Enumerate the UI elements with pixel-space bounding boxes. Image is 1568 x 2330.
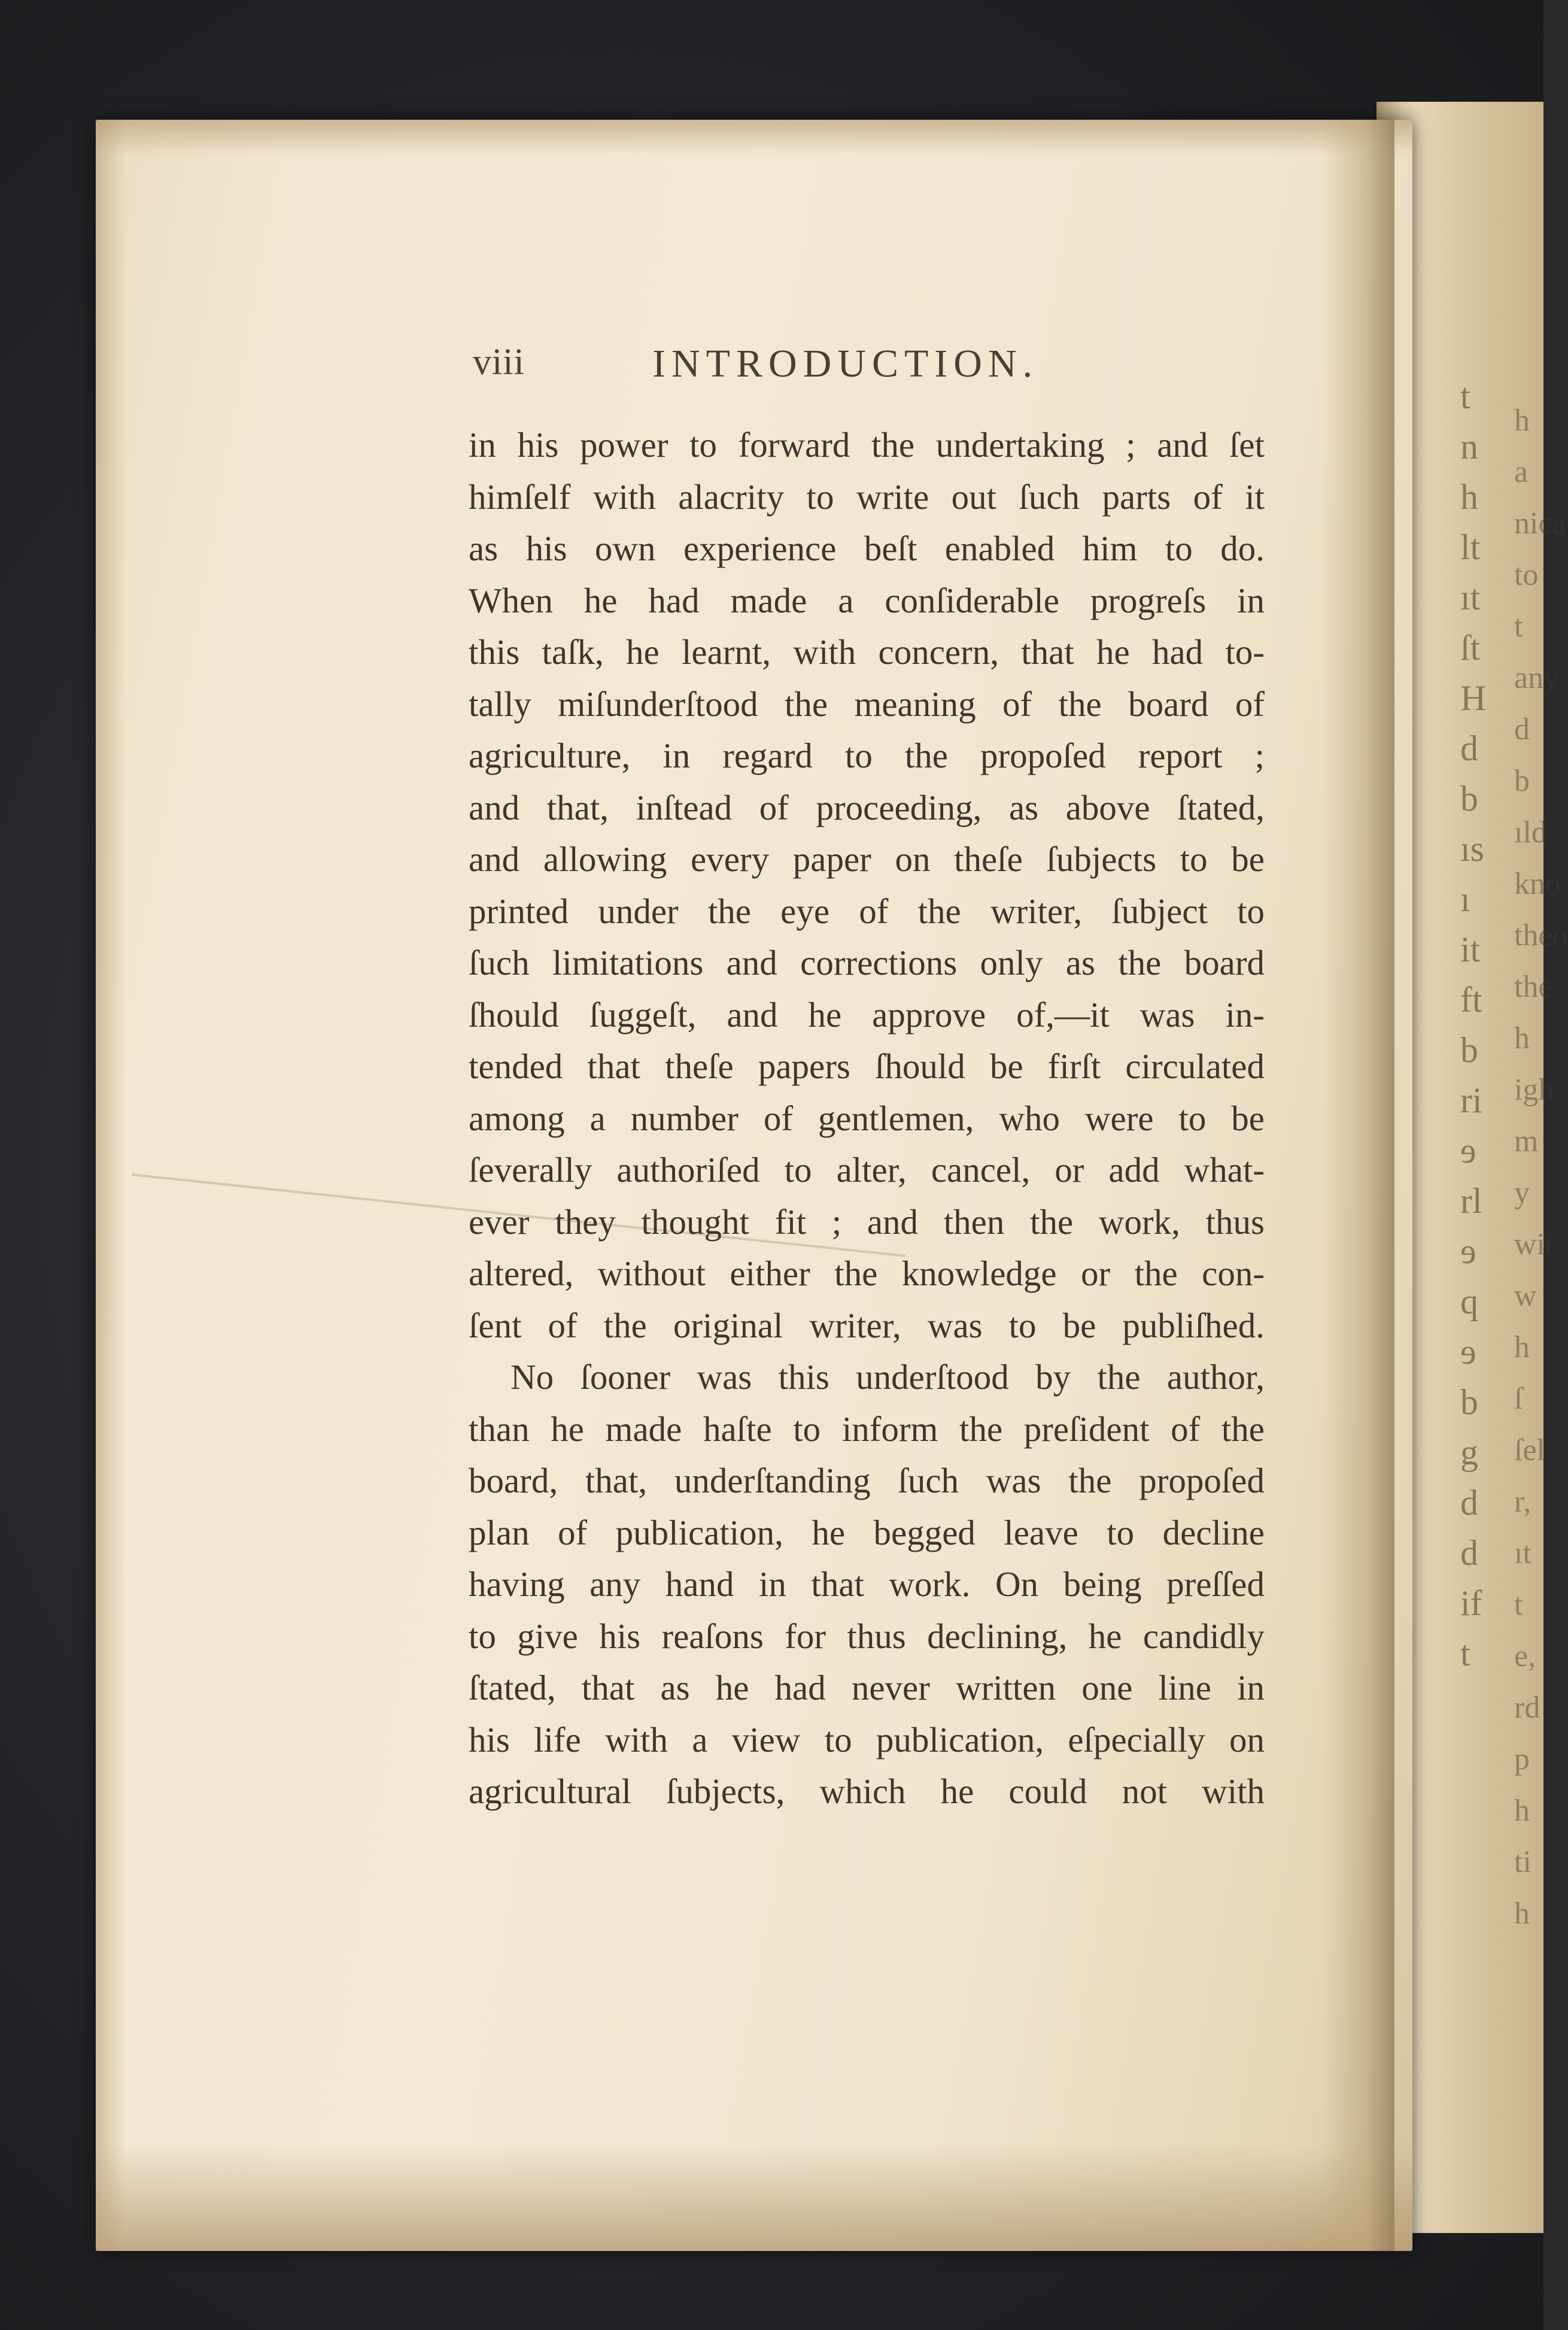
text-line: and allowing every paper on theſe ſubjects to be <box>469 839 1265 879</box>
adjacent-page-fragment: kno <box>1514 867 1561 901</box>
adjacent-page-fragment: d <box>1460 729 1478 768</box>
text-line: board, that, underſtanding ſuch was the propoſed <box>469 1461 1265 1500</box>
adjacent-page-fragment: ɘ <box>1460 1131 1476 1170</box>
text-line: ſent of the original writer, was to be publiſhed. <box>469 1305 1265 1345</box>
adjacent-page-fragment: ft <box>1460 980 1482 1020</box>
adjacent-page-fragment: p <box>1514 1742 1530 1776</box>
adjacent-page-fragment: b <box>1460 1382 1478 1422</box>
text-line: and that, inſtead of proceeding, as above ſtated, <box>469 787 1265 827</box>
adjacent-page-fragment: ı <box>1460 879 1470 919</box>
adjacent-page-fragments-b <box>1514 395 1568 1931</box>
page-edge-left <box>96 120 126 2251</box>
adjacent-page-fragment: e, <box>1514 1639 1536 1673</box>
adjacent-page-fragment: ıt <box>1514 1536 1531 1570</box>
text-line: among a number of gentlemen, who were to be <box>469 1098 1265 1138</box>
adjacent-page-fragment: theo <box>1514 918 1568 952</box>
adjacent-page-fragment: h a <box>1514 403 1530 489</box>
adjacent-page-fragment: ri <box>1460 1081 1482 1120</box>
adjacent-page-fragment: ti <box>1514 1845 1531 1879</box>
adjacent-page-fragment: d <box>1460 1483 1478 1522</box>
adjacent-page-fragment: ſt <box>1460 628 1481 668</box>
adjacent-page-fragment: rd <box>1514 1691 1540 1725</box>
adjacent-page-fragment: t <box>1460 377 1470 416</box>
adjacent-page-fragment: t <box>1460 1634 1470 1673</box>
adjacent-page-fragment: y <box>1514 1176 1530 1210</box>
page-number: viii <box>473 342 525 383</box>
body-text <box>469 419 1265 1818</box>
adjacent-page-fragment: h <box>1514 1794 1530 1828</box>
adjacent-page-fragment: nica <box>1514 506 1566 541</box>
adjacent-page-fragment: ſel <box>1514 1433 1545 1467</box>
adjacent-page-fragment: rl <box>1460 1181 1482 1221</box>
adjacent-page-fragment: d <box>1460 1533 1478 1573</box>
adjacent-page-fragment: ɘ <box>1460 1332 1476 1372</box>
text-line: his life with a view to publication, eſpecially on <box>469 1719 1265 1759</box>
adjacent-page-fragment: ɘ <box>1460 1231 1476 1271</box>
adjacent-page-fragment: ıs <box>1460 829 1485 869</box>
adjacent-page-fragment: if <box>1460 1583 1482 1623</box>
running-title: INTRODUCTION. <box>652 342 1039 386</box>
adjacent-page-fragment: b <box>1460 1030 1478 1070</box>
page-edge-top <box>96 120 1412 156</box>
adjacent-page-fragment: r, <box>1514 1485 1531 1519</box>
text-line: himſelf with alacrity to write out ſuch parts of it <box>469 477 1265 517</box>
gutter-shadow <box>1323 120 1394 2251</box>
adjacent-page-fragment: b <box>1460 779 1478 818</box>
page-header <box>473 341 1293 401</box>
text-line: ſeverally authoriſed to alter, cancel, or add what- <box>469 1150 1265 1190</box>
text-line: ſuch limitations and corrections only as the board <box>469 943 1265 982</box>
adjacent-page-fragment: the <box>1514 970 1552 1004</box>
adjacent-page-fragment: q <box>1460 1282 1478 1321</box>
text-line: to give his reaſons for thus declining, he candidly <box>469 1616 1265 1656</box>
adjacent-page-fragment: h <box>1514 1897 1530 1931</box>
text-line: printed under the eye of the writer, ſubject to <box>469 891 1265 931</box>
text-line: When he had made a conſiderable progreſs in <box>469 580 1265 620</box>
adjacent-page-fragment: d b <box>1514 712 1530 798</box>
adjacent-page-fragment: ıt <box>1460 578 1481 617</box>
text-line: ever they thought fit ; and then the work, thus <box>469 1202 1265 1242</box>
text-line: agricultural ſubjects, which he could not with <box>469 1771 1265 1811</box>
adjacent-page-fragment: t <box>1514 1588 1523 1622</box>
text-line: as his own experience beſt enabled him to do. <box>469 529 1265 568</box>
text-line: this taſk, he learnt, with concern, that he had to- <box>469 632 1265 672</box>
page-edge-bottom <box>96 2143 1412 2251</box>
text-line: agriculture, in regard to the propoſed report ; <box>469 736 1265 775</box>
adjacent-page-fragment: wit <box>1514 1227 1554 1261</box>
text-line: tended that theſe papers ſhould be firſt circulated <box>469 1046 1265 1086</box>
adjacent-page-fragment: g <box>1460 1433 1478 1472</box>
text-line: in his power to forward the undertaking ; and ſet <box>469 425 1265 465</box>
adjacent-page-fragment: m <box>1514 1124 1539 1158</box>
adjacent-page-fragment: n <box>1460 427 1478 466</box>
adjacent-page-fragment: H <box>1460 678 1487 718</box>
adjacent-page-fragment: h <box>1460 477 1478 517</box>
adjacent-page-fragment: any <box>1514 661 1560 695</box>
adjacent-page-fragment: lt <box>1460 527 1481 567</box>
text-line: than he made haſte to inform the preſident of the <box>469 1409 1265 1449</box>
text-line: ſtated, that as he had never written one line in <box>469 1668 1265 1707</box>
adjacent-page-fragment: ıld <box>1514 815 1547 850</box>
text-line: ſhould ſuggeſt, and he approve of,—it was in- <box>469 994 1265 1034</box>
adjacent-page-fragment: w <box>1514 1279 1537 1313</box>
text-line: plan of publication, he begged leave to decline <box>469 1512 1265 1552</box>
text-line: No ſooner was this underſtood by the author, <box>510 1357 1265 1397</box>
adjacent-page-fragment: igh <box>1514 1073 1554 1107</box>
text-line: altered, without either the knowledge or the con- <box>469 1254 1265 1293</box>
text-line: having any hand in that work. On being preſſed <box>469 1564 1265 1604</box>
adjacent-page-fragment: to t <box>1514 558 1539 644</box>
adjacent-page-fragment: it <box>1460 930 1481 969</box>
adjacent-page-fragment: h ſ <box>1514 1330 1530 1416</box>
text-line: tally miſunderſtood the meaning of the board of <box>469 684 1265 724</box>
adjacent-page-fragment: h <box>1514 1021 1530 1055</box>
